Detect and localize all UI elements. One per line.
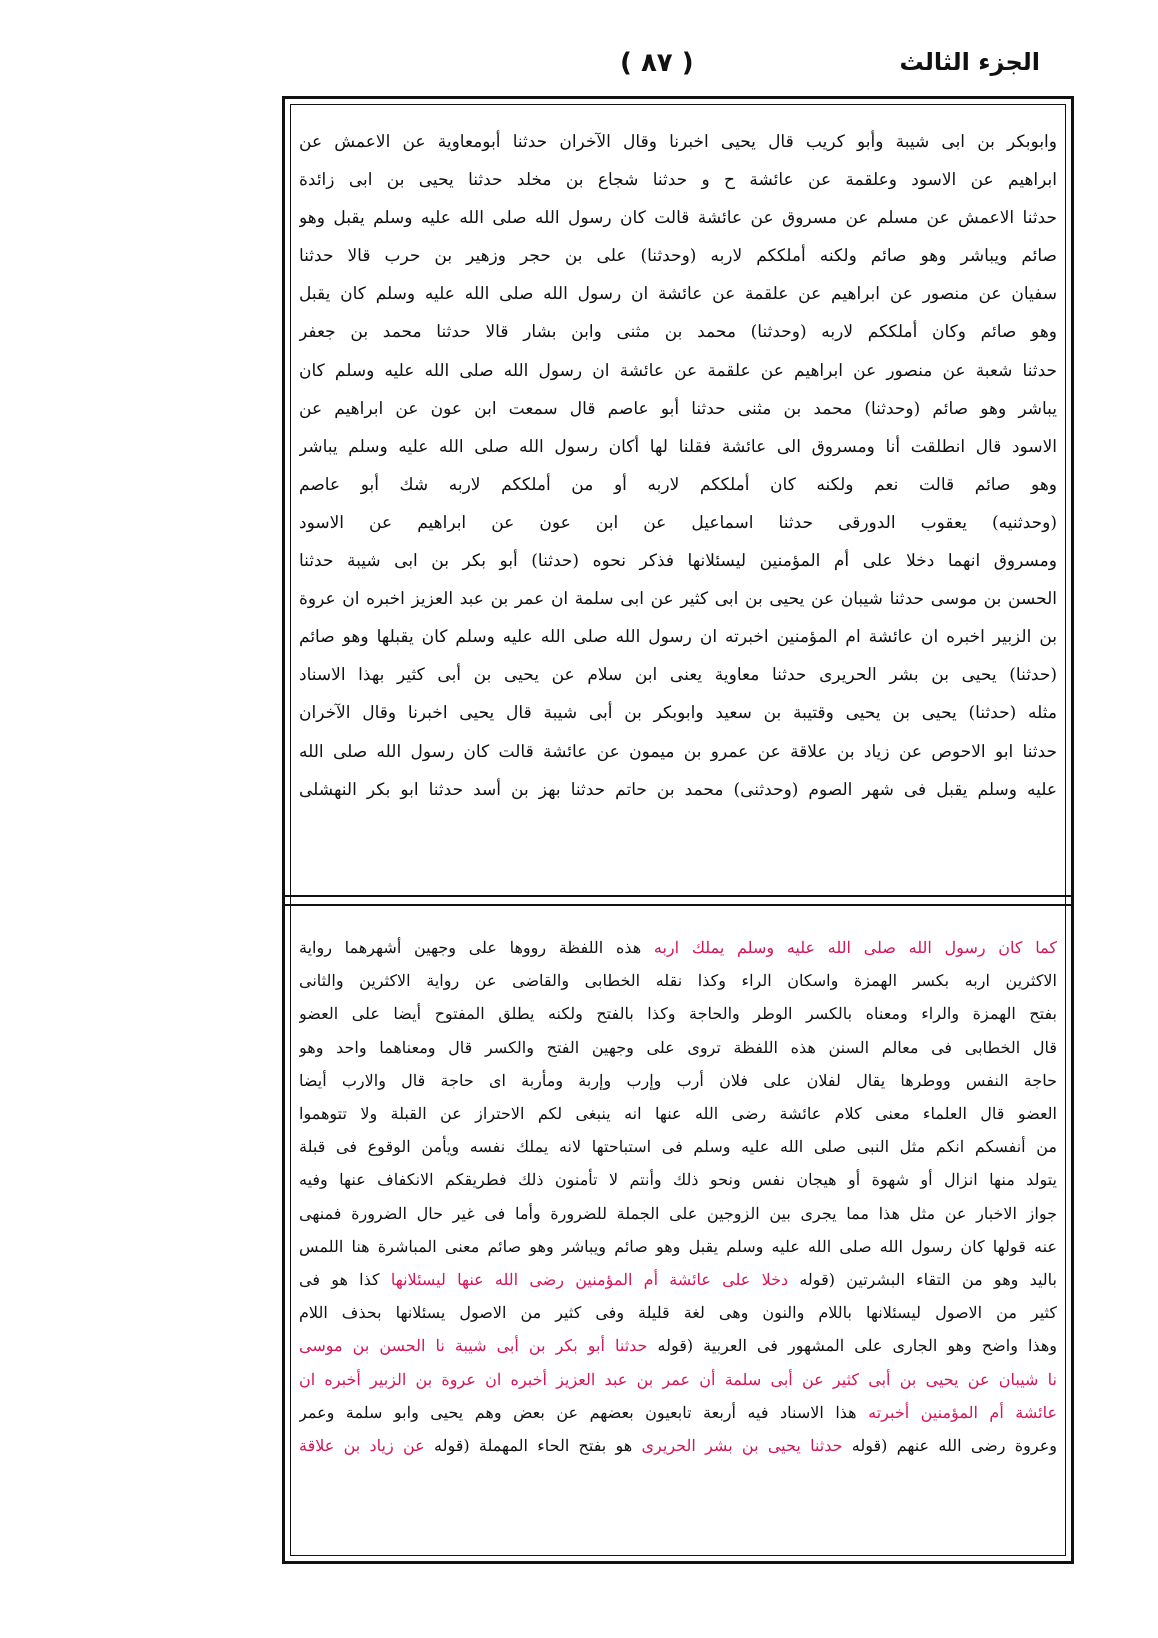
- hadith-line: بن الزبير اخبره ان عائشة ام المؤمنين اخبرته ان رسول الله صلى الله عليه وسلم كان يقبلها وهو صائم: [299, 627, 1057, 648]
- commentary-line: [299, 1429, 1057, 1462]
- commentary-line: [299, 1163, 1057, 1196]
- page-frame: [282, 96, 1074, 1564]
- commentary-text: حاجة النفس ووطرها يقال لفلان على فلان أرب وإرب وإربة ومأربة اى حاجة قال والارب أيضا: [299, 1070, 1057, 1090]
- part-title: الجزء الثالث: [899, 48, 1040, 76]
- commentary-text: عنه قولها كان رسول الله صلى الله عليه وسلم يقبل وهو صائم ويباشر وهو صائم معنى المباشرة هنا اللمس: [299, 1236, 1057, 1256]
- commentary-line: [299, 1329, 1057, 1362]
- page-number: ( ٨٧ ): [620, 48, 694, 78]
- commentary-text: وعروة رضى الله عنهم (قوله: [842, 1436, 1057, 1456]
- commentary-line: [299, 1130, 1057, 1163]
- commentary-text: وهذا واضح وهو الجارى على المشهور فى العربية (قوله: [647, 1336, 1057, 1356]
- commentary-line: [299, 931, 1057, 964]
- hadith-line: (وحدثنيه) يعقوب الدورقى حدثنا اسماعيل عن ابن عون عن ابراهيم عن الاسود: [299, 512, 1057, 533]
- commentary-line: [299, 1263, 1057, 1296]
- commentary-quote: دخلا على عائشة أم المؤمنين رضى الله عنها ليسئلانها: [390, 1270, 789, 1290]
- commentary-text: جواز الاخبار عن مثل هذا مما يجرى بين الزوجين على الجملة للضرورة وأما فى غير حال الضرورة فمنهى: [299, 1203, 1057, 1223]
- hadith-line: الاسود قال انطلقت أنا ومسروق الى عائشة فقلنا لها أكان رسول الله صلى الله عليه وسلم يباشر: [299, 436, 1057, 457]
- commentary-text: قال الخطابى فى معالم السنن هذه اللفظة تروى على وجهين الفتح والكسر قال ومعناهما واحد وهو: [299, 1037, 1057, 1057]
- commentary-text: الاكثرين اربه بكسر الهمزة واسكان الراء وكذا نقله الخطابى والقاضى عن رواية الاكثرين والثانى: [299, 971, 1057, 991]
- hadith-line: صائم ويباشر وهو صائم ولكنه أملككم لاربه (وحدثنا) على بن حجر وزهير بن حرب قالا حدثنا: [299, 246, 1057, 267]
- hadith-line: سفيان عن منصور عن ابراهيم عن علقمة عن عائشة ان رسول الله صلى الله عليه وسلم كان يقبل: [299, 284, 1057, 305]
- section-divider: [285, 895, 1071, 906]
- commentary-quote: عائشة أم المؤمنين أخبرته: [868, 1402, 1057, 1422]
- commentary-quote: كما كان رسول الله صلى الله عليه وسلم يملك اربه: [653, 938, 1057, 957]
- commentary-text: هذه اللفظة رووها على وجهين أشهرهما رواية: [299, 938, 654, 957]
- commentary-text: كثير من الاصول ليسئلانها باللام والنون وهى لغة قليلة وفى كثير من الاصول يسئلانها بحذف اللام: [299, 1303, 1057, 1323]
- commentary-line: [299, 964, 1057, 997]
- hadith-line: (حدثنا) يحيى بن بشر الحريرى حدثنا معاوية يعنى ابن سلام عن يحيى بن أبى كثير بهذا الاسناد: [299, 665, 1057, 686]
- commentary-block: [299, 931, 1057, 1551]
- hadith-line: يباشر وهو صائم (وحدثنا) محمد بن مثنى حدثنا أبو عاصم قال سمعت ابن عون عن ابراهيم عن: [299, 398, 1057, 419]
- page-header: [290, 48, 1050, 88]
- hadith-line: ابراهيم عن الاسود وعلقمة عن عائشة ح و حدثنا شجاع بن مخلد حدثنا يحيى بن ابى زائدة: [299, 170, 1057, 191]
- commentary-quote: حدثنا أبو بكر بن أبى شيبة نا الحسن بن موسى: [299, 1336, 648, 1356]
- commentary-quote: نا شيبان عن يحيى بن أبى كثير عن أبى سلمة أن عمر بن عبد العزيز أخبره ان عروة بن الزبير أخبره ان: [299, 1369, 1057, 1389]
- commentary-quote: حدثنا يحيى بن بشر الحريرى: [641, 1436, 843, 1456]
- commentary-text: هو بفتح الحاء المهملة (قوله: [424, 1436, 642, 1456]
- commentary-text: من أنفسكم انكم مثل النبى صلى الله عليه وسلم فى استباحتها لانه يملك نفسه ويأمن الوقوع فى قبلة: [299, 1137, 1057, 1157]
- commentary-text: هذا الاسناد فيه أربعة تابعيون بعضهم عن بعض وهم يحيى وابو سلمة وعمر: [299, 1402, 869, 1422]
- hadith-line: حدثنا الاعمش عن مسلم عن مسروق عن عائشة قالت كان رسول الله صلى الله عليه وسلم يقبل وهو: [299, 208, 1057, 229]
- commentary-line: [299, 1296, 1057, 1329]
- hadith-line: ومسروق انهما دخلا على أم المؤمنين ليسئلانها فذكر نحوه (حدثنا) أبو بكر بن ابى شيبة حدثنا: [299, 551, 1057, 572]
- hadith-line: وهو صائم قالت نعم ولكنه كان أملككم لاربه أو من أملككم لاربه شك أبو عاصم: [299, 474, 1057, 495]
- commentary-line: [299, 1097, 1057, 1130]
- hadith-line: حدثنا شعبة عن منصور عن ابراهيم عن علقمة عن عائشة ان رسول الله صلى الله عليه وسلم كان: [299, 360, 1057, 381]
- commentary-text: يتولد منها انزال أو شهوة أو هيجان نفس ونحو ذلك وأنتم لا تأمنون ذلك فطريقكم الانكفاف عنها وفيه: [299, 1170, 1057, 1190]
- commentary-line: [299, 1197, 1057, 1230]
- commentary-text: كذا هو فى: [299, 1270, 391, 1290]
- hadith-line: الحسن بن موسى حدثنا شيبان عن يحيى بن ابى كثير عن ابى سلمة ان عمر بن عبد العزيز اخبره ان عروة: [299, 589, 1057, 610]
- commentary-quote: عن زياد بن علاقة: [299, 1436, 425, 1456]
- hadith-line: مثله (حدثنا) يحيى بن يحيى وقتيبة بن سعيد وابوبكر بن أبى شيبة قال يحيى اخبرنا وقال الآخران: [299, 703, 1057, 724]
- commentary-line: [299, 1230, 1057, 1263]
- hadith-line: عليه وسلم يقبل فى شهر الصوم (وحدثنى) محمد بن حاتم حدثنا بهز بن أسد حدثنا ابو بكر النهشلى: [299, 779, 1057, 800]
- commentary-line: [299, 1396, 1057, 1429]
- commentary-line: [299, 1064, 1057, 1097]
- commentary-text: بفتح الهمزة والراء ومعناه بالكسر الوطر والحاجة وكذا بالفتح ولكنه يطلق المفتوح أيضا على العضو: [299, 1004, 1057, 1024]
- commentary-text: العضو قال العلماء معنى كلام عائشة رضى الله عنها انه ينبغى لكم الاحتراز عن القبلة ولا تتوهموا: [299, 1104, 1057, 1124]
- commentary-text: باليد وهو من التقاء البشرتين (قوله: [788, 1270, 1057, 1290]
- hadith-line: وابوبكر بن ابى شيبة وأبو كريب قال يحيى اخبرنا وقال الآخران حدثنا أبومعاوية عن الاعمش عن: [299, 132, 1057, 152]
- hadith-line: وهو صائم وكان أملككم لاربه (وحدثنا) محمد بن مثنى وابن بشار قالا حدثنا محمد بن جعفر: [299, 322, 1057, 343]
- commentary-line: [299, 1363, 1057, 1396]
- hadith-line: حدثنا ابو الاحوص عن زياد بن علاقة عن عمرو بن ميمون عن عائشة قالت كان رسول الله صلى الله: [299, 741, 1057, 762]
- commentary-line: [299, 1031, 1057, 1064]
- commentary-line: [299, 997, 1057, 1030]
- hadith-text-block: [299, 123, 1057, 881]
